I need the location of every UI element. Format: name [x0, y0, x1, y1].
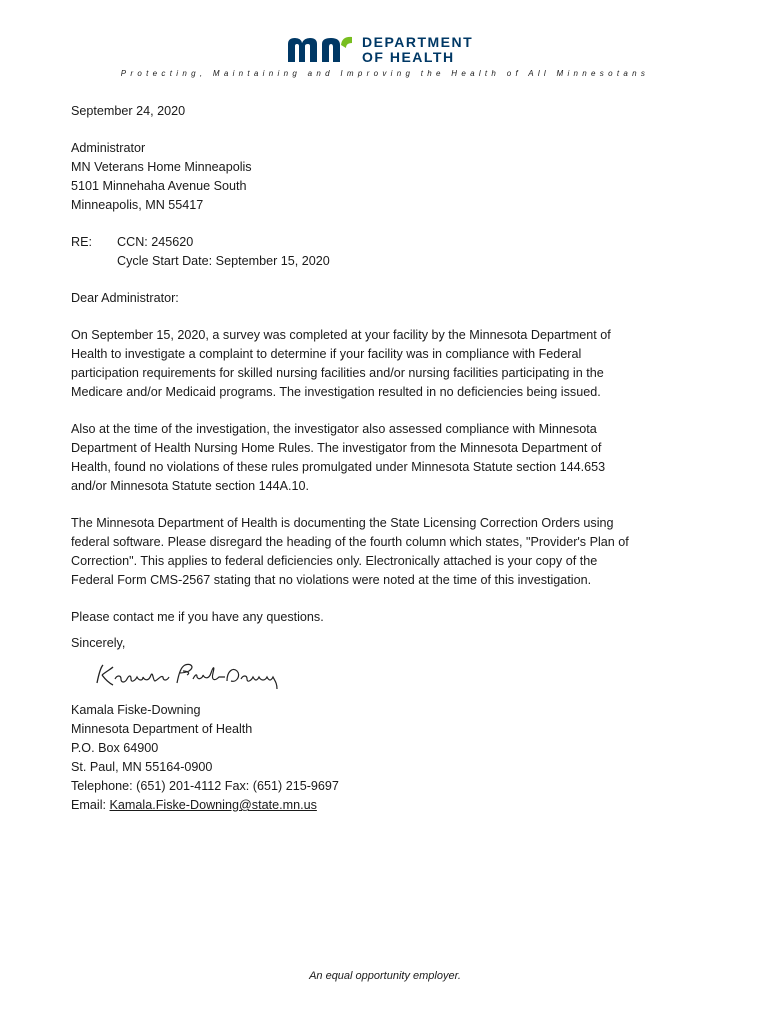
tagline: Protecting, Maintaining and Improving the Health of All Minnesotans	[120, 69, 650, 78]
paragraph-line: The Minnesota Department of Health is documenting the State Licensing Correction Orders using	[71, 516, 614, 530]
mn-logo-icon	[286, 34, 356, 64]
paragraph-line: Please contact me if you have any questions.	[71, 610, 324, 624]
closing: Sincerely,	[71, 636, 126, 650]
logo-line-1: DEPARTMENT	[362, 34, 474, 50]
salutation: Dear Administrator:	[71, 291, 179, 305]
email-label: Email:	[71, 798, 110, 812]
paragraph-line: Health to investigate a complaint to determine if your facility was in compliance with Federal	[71, 347, 582, 361]
paragraph-1	[71, 326, 711, 402]
paragraph-line: participation requirements for skilled nursing facilities and/or nursing facilities participating in the	[71, 366, 604, 380]
re-line: Cycle Start Date: September 15, 2020	[117, 254, 330, 268]
signer-email-line	[71, 796, 711, 815]
recipient-line: Minneapolis, MN 55417	[71, 198, 204, 212]
paragraph-line: federal software. Please disregard the heading of the fourth column which states, "Provider's Plan of	[71, 535, 629, 549]
signer-block	[71, 701, 711, 815]
re-label: RE:	[71, 235, 92, 249]
signer-phone: Telephone: (651) 201-4112 Fax: (651) 215-9697	[71, 779, 339, 793]
letter-body	[71, 102, 711, 815]
re-block	[71, 233, 711, 271]
paragraph-line: Department of Health Nursing Home Rules. The investigator from the Minnesota Department of	[71, 441, 602, 455]
recipient-line: MN Veterans Home Minneapolis	[71, 160, 252, 174]
paragraph-line: Correction". This applies to federal deficiencies only. Electronically attached is your copy of the	[71, 554, 598, 568]
signer-line: P.O. Box 64900	[71, 741, 159, 755]
paragraph-line: On September 15, 2020, a survey was completed at your facility by the Minnesota Department of	[71, 328, 611, 342]
paragraph-2	[71, 420, 711, 496]
recipient-line: Administrator	[71, 141, 146, 155]
re-line: CCN: 245620	[117, 235, 194, 249]
paragraph-line: Federal Form CMS-2567 stating that no violations were noted at the time of this investigation.	[71, 573, 592, 587]
signer-name: Kamala Fiske-Downing	[71, 703, 201, 717]
paragraph-4	[71, 608, 711, 627]
logo-wordmark	[362, 35, 473, 65]
signer-line: St. Paul, MN 55164-0900	[71, 760, 213, 774]
letter-date: September 24, 2020	[71, 104, 186, 118]
paragraph-line: Medicare and/or Medicaid programs. The investigation resulted in no deficiencies being issued.	[71, 385, 601, 399]
signature-image	[91, 659, 281, 693]
logo-line-2: OF HEALTH	[362, 49, 455, 65]
paragraph-line: Health, found no violations of these rules promulgated under Minnesota Statute section 144.653	[71, 460, 606, 474]
recipient-line: 5101 Minnehaha Avenue South	[71, 179, 247, 193]
signer-line: Minnesota Department of Health	[71, 722, 253, 736]
email-link[interactable]: Kamala.Fiske-Downing@state.mn.us	[109, 798, 317, 812]
footer-text: An equal opportunity employer.	[309, 970, 461, 982]
paragraph-3	[71, 514, 711, 590]
recipient-address	[71, 139, 711, 215]
handwritten-signature	[91, 659, 711, 693]
mdh-logo	[286, 34, 486, 70]
paragraph-line: and/or Minnesota Statute section 144A.10.	[71, 479, 310, 493]
paragraph-line: Also at the time of the investigation, the investigator also assessed compliance with Minnesota	[71, 422, 597, 436]
